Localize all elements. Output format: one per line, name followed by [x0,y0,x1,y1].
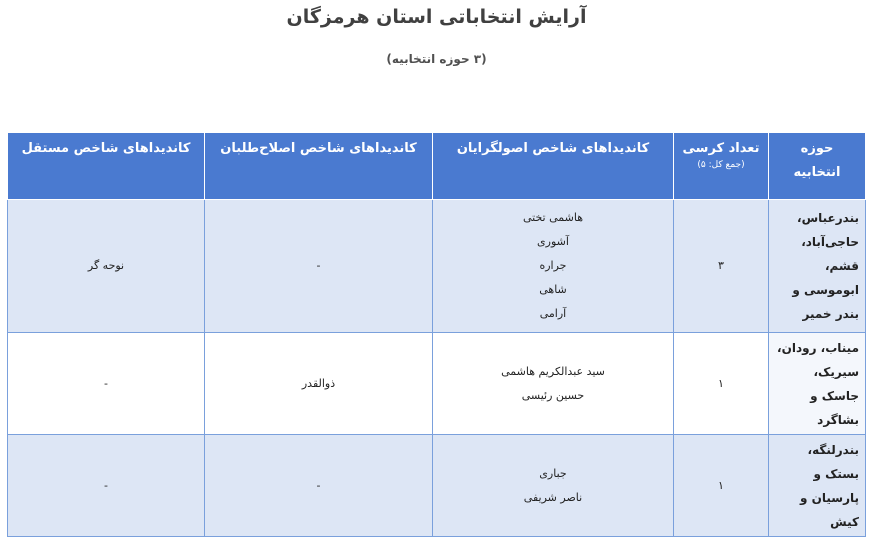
candidate-name: آشوری [537,235,569,248]
candidate-name: هاشمی تختی [522,211,584,224]
candidate-name: ناصر شریفی [523,490,583,504]
header-zone: حوزه انتخابیه [769,133,866,200]
candidate-name: جراره [539,259,567,272]
zone-cell: بندرلنگه، بستک و پارسیان و کیش [769,435,866,537]
header-seats-label: تعداد کرسی [682,141,760,156]
header-reformists: کاندیداهای شاخص اصلاح‌طلبان [205,133,433,200]
principlists-cell [433,333,674,435]
page-title: آرایش انتخاباتی استان هرمزگان [286,6,587,28]
principlists-cell [433,435,674,537]
candidate-name: آرامی [539,307,567,320]
table-row [8,200,866,333]
candidate-name: سید عبدالکریم هاشمی [501,364,605,378]
independents-cell: نوحه گر [8,200,205,333]
seats-cell: ۳ [674,200,769,333]
seats-cell: ۱ [674,333,769,435]
principlists-cell [433,200,674,333]
header-independents: کاندیداهای شاخص مستقل [8,133,205,200]
reformists-cell: - [205,435,433,537]
header-seats-note: (جمع کل: ۵) [697,160,745,170]
page-subtitle: (۳ حوزه انتخابیه) [386,52,487,66]
independents-cell: - [8,435,205,537]
election-table [7,132,866,537]
header-principlists: کاندیداهای شاخص اصولگرایان [433,133,674,200]
candidate-name: حسین رئیسی [521,388,585,402]
zone-cell: بندرعباس، حاجی‌آباد، قشم، ابوموسی و بندر خمیر [769,200,866,333]
reformists-cell: - [205,200,433,333]
table-row [8,435,866,537]
candidate-name: جباری [539,466,567,480]
candidate-name: شاهی [539,283,567,296]
reformists-cell: ذوالقدر [205,333,433,435]
independents-cell: - [8,333,205,435]
seats-cell: ۱ [674,435,769,537]
table-row [8,333,866,435]
zone-cell: میناب، رودان، سیریک، جاسک و بشاگرد [769,333,866,435]
table-header-row [8,133,866,200]
header-seats [674,133,769,200]
